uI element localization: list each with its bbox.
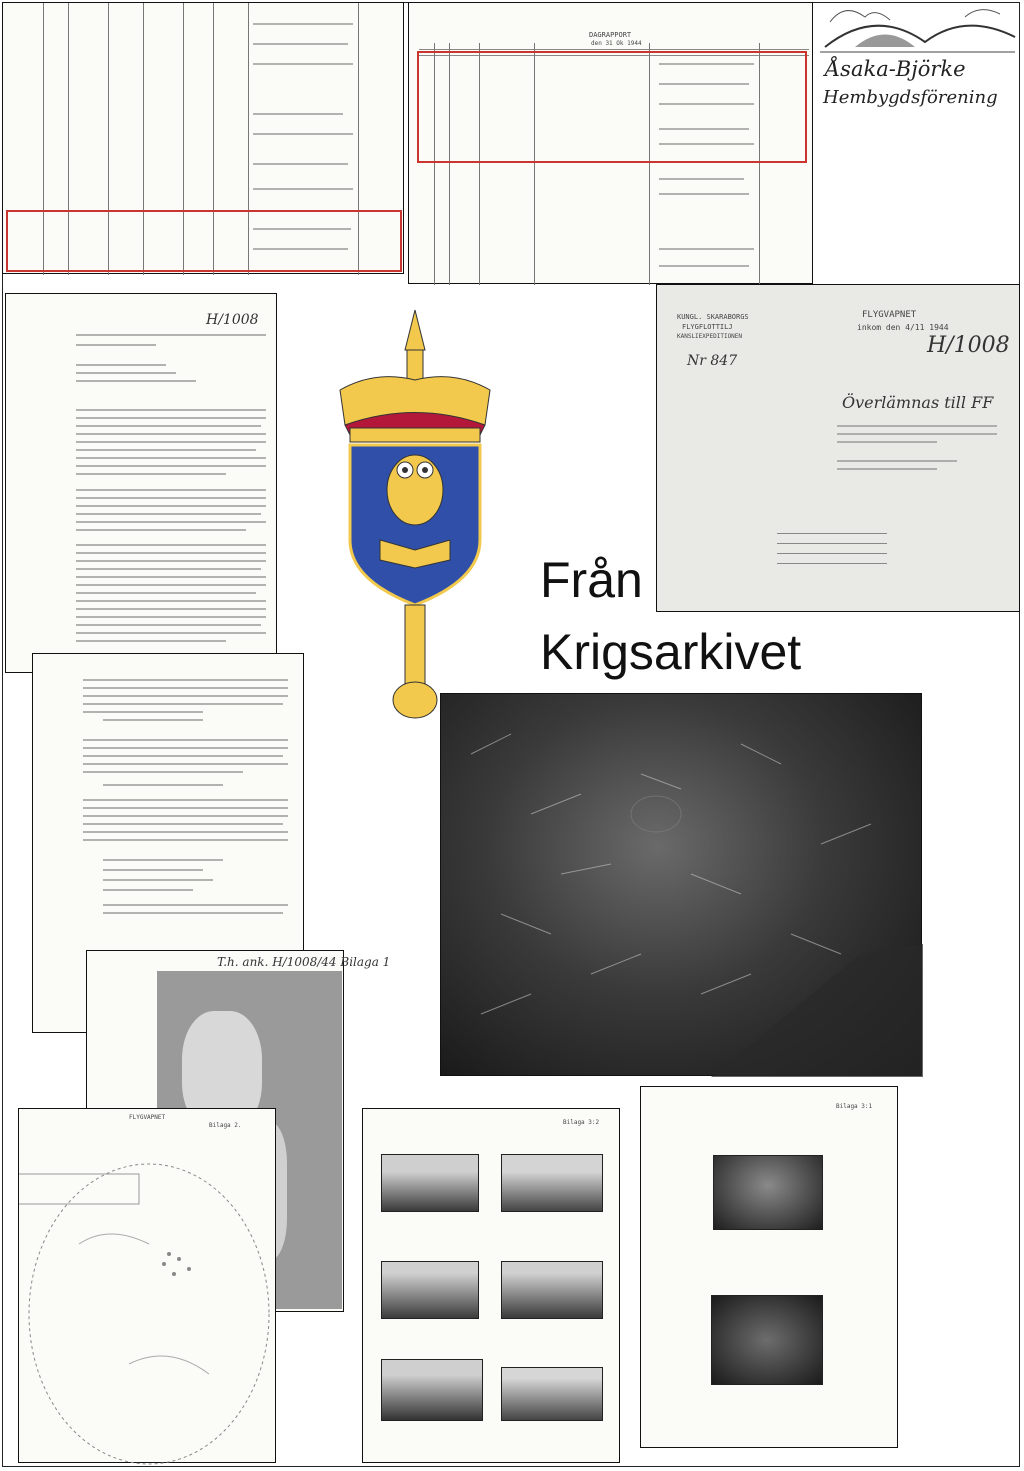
letter-received: inkom den 4/11 1944 <box>857 323 949 332</box>
photo-sheet-2 <box>640 1086 898 1448</box>
photo-sheet-1 <box>362 1108 620 1463</box>
sheet1-photo <box>501 1367 603 1421</box>
debris-texture-icon <box>441 694 923 1077</box>
sheet1-photo <box>381 1359 483 1421</box>
association-name-line2: Hembygdsförening <box>823 87 998 108</box>
letter-regiment-line2: FLYGFLOTTILJ <box>682 323 733 331</box>
sheet1-photo <box>501 1261 603 1319</box>
letter-handwritten: Överlämnas till FF <box>842 393 994 412</box>
dagrapport-header: DAGRAPPORT <box>589 31 632 39</box>
sketch-header: FLYGVAPNET <box>129 1114 166 1121</box>
letter-dept: KANSLIEXPEDITIONEN <box>677 333 743 340</box>
bridge-illustration-icon <box>815 2 1020 62</box>
highlight-box <box>417 51 807 163</box>
ledger-document-left <box>2 2 404 274</box>
highlight-box <box>6 210 402 272</box>
sketch-drawing-icon <box>19 1134 277 1464</box>
crash-site-photo <box>440 693 922 1076</box>
association-name-line1: Åsaka-Björke <box>825 57 966 81</box>
letter-stamp: FLYGVAPNET <box>862 310 917 320</box>
sheet1-label: Bilaga 3:2 <box>563 1119 600 1126</box>
letter-reference: H/1008 <box>927 333 1010 358</box>
title-line1: Från <box>540 552 643 608</box>
sheet2-label: Bilaga 3:1 <box>836 1103 873 1110</box>
sketch-attachment: Bilaga 2. <box>209 1122 242 1129</box>
letter-registry: Nr 847 <box>687 353 738 369</box>
report-handwritten-ref: H/1008 <box>206 312 259 328</box>
dagrapport-document <box>408 2 813 284</box>
sheet1-photo <box>381 1154 479 1212</box>
sheet1-photo <box>381 1261 479 1319</box>
letter-regiment-line1: KUNGL. SKARABORGS <box>677 313 749 321</box>
map-handwritten: T.h. ank. H/1008/44 Bilaga 1 <box>217 955 391 969</box>
report-page-1 <box>5 293 277 673</box>
crash-sketch <box>18 1108 276 1463</box>
owl-crest-emblem-icon <box>335 310 495 725</box>
incoming-letter <box>656 284 1020 612</box>
sheet2-photo <box>713 1155 823 1230</box>
dagrapport-date: den 31 Ok 1944 <box>591 40 642 47</box>
association-logo <box>815 2 1020 142</box>
sheet2-photo <box>711 1295 823 1385</box>
sheet1-photo <box>501 1154 603 1212</box>
title-line2: Krigsarkivet <box>540 624 802 680</box>
